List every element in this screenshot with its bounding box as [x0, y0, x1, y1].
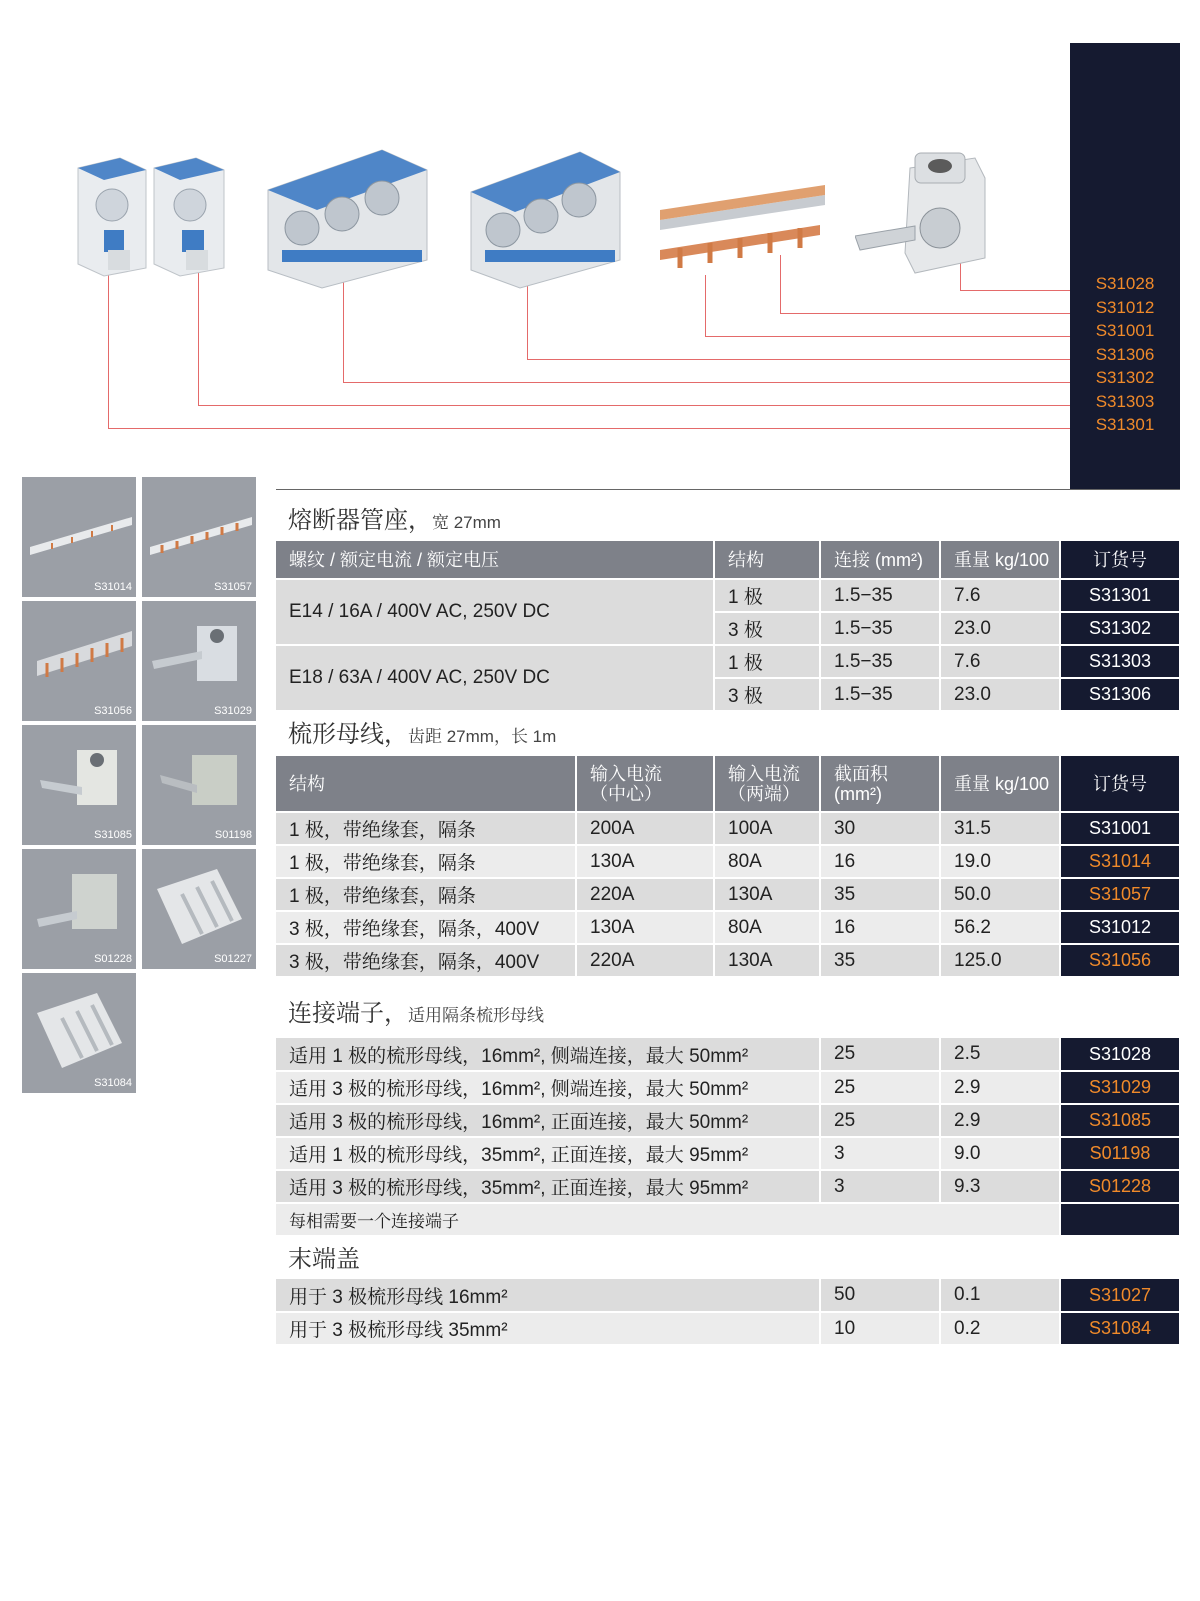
callout-code: S31303 [1095, 391, 1155, 411]
thumbnail-s31057 [142, 477, 256, 597]
current-cell: 25 [820, 1104, 940, 1137]
section-title-terminal: 连接端子，适用隔条梳形母线 [288, 1000, 544, 1027]
weight-cell: 125.0 [940, 944, 1060, 977]
thumbnail-s31084 [22, 973, 136, 1093]
weight-cell: 23.0 [940, 612, 1060, 645]
connection-cell: 1.5−35 [820, 645, 940, 678]
description-cell: 适用 3 极的梳形母线，16mm², 侧端连接，最大 50mm² [276, 1071, 820, 1104]
order-code: S31001 [1060, 812, 1180, 845]
weight-cell: 2.5 [940, 1038, 1060, 1071]
area-cell: 16 [820, 911, 940, 944]
current-ends-cell: 130A [714, 878, 820, 911]
order-code: S31029 [1060, 1071, 1180, 1104]
description-cell: 适用 1 极的梳形母线，35mm², 正面连接，最大 95mm² [276, 1137, 820, 1170]
current-center-cell: 130A [576, 911, 714, 944]
callout-code-list [1070, 272, 1180, 437]
col-header: 结构 [714, 541, 820, 579]
end-cap-icon [142, 849, 256, 969]
col-header: 订货号 [1060, 541, 1180, 579]
comb-busbar-icon [142, 477, 256, 597]
current-ends-cell: 80A [714, 911, 820, 944]
terminal-table [276, 1038, 1181, 1237]
structure-cell: 1 极，带绝缘套，隔条 [276, 845, 576, 878]
area-cell: 16 [820, 845, 940, 878]
weight-cell: 19.0 [940, 845, 1060, 878]
description-cell: 适用 3 极的梳形母线，35mm², 正面连接，最大 95mm² [276, 1170, 820, 1203]
order-code: S31085 [1060, 1104, 1180, 1137]
col-header: 订货号 [1060, 756, 1180, 812]
order-code: S31056 [1060, 944, 1180, 977]
quantity-cell: 10 [820, 1312, 940, 1345]
callout-code: S31028 [1095, 274, 1155, 293]
section-title-comb-busbar: 梳形母线，齿距 27mm，长 1m [288, 721, 557, 748]
terminal-icon [142, 725, 256, 845]
description-cell: 适用 3 极的梳形母线，16mm², 正面连接，最大 50mm² [276, 1104, 820, 1137]
current-ends-cell: 100A [714, 812, 820, 845]
fuse-holder-1pole-e18-image [146, 150, 230, 280]
structure-cell: 1 极 [714, 579, 820, 612]
thumbnail-code: S31085 [94, 829, 132, 841]
col-header: 螺纹 / 额定电流 / 额定电压 [276, 541, 714, 579]
order-code: S31306 [1060, 678, 1180, 711]
structure-cell: 3 极 [714, 612, 820, 645]
current-center-cell: 200A [576, 812, 714, 845]
order-code: S31028 [1060, 1038, 1180, 1071]
current-center-cell: 130A [576, 845, 714, 878]
description-cell: 用于 3 极梳形母线 16mm² [276, 1279, 820, 1312]
comb-busbar-table [276, 756, 1181, 978]
connection-cell: 1.5−35 [820, 579, 940, 612]
end-cap-icon [22, 973, 136, 1093]
structure-cell: 1 极，带绝缘套，隔条 [276, 878, 576, 911]
weight-cell: 7.6 [940, 579, 1060, 612]
current-center-cell: 220A [576, 944, 714, 977]
col-header: 重量 kg/100 [940, 756, 1060, 812]
thumbnail-s31085 [22, 725, 136, 845]
end-cap-table [276, 1279, 1181, 1346]
callout-code: S31012 [1095, 297, 1155, 317]
comb-busbar-icon [22, 601, 136, 721]
thumbnail-code: S01227 [214, 953, 252, 965]
thumbnail-s31029 [142, 601, 256, 721]
thumbnail-s01198 [142, 725, 256, 845]
spec-cell: E18 / 63A / 400V AC, 250V DC [276, 645, 714, 711]
thumbnail-code: S31014 [94, 581, 132, 593]
callout-code: S31302 [1095, 368, 1155, 387]
note-cell: 每相需要一个连接端子 [276, 1203, 1060, 1236]
order-code: S31303 [1060, 645, 1180, 678]
weight-cell: 0.2 [940, 1312, 1060, 1345]
col-header: 重量 kg/100 [940, 541, 1060, 579]
current-center-cell: 220A [576, 878, 714, 911]
order-code: S31012 [1060, 911, 1180, 944]
thumbnail-code: S31084 [94, 1077, 132, 1089]
weight-cell: 9.3 [940, 1170, 1060, 1203]
order-code-empty [1060, 1203, 1180, 1236]
description-cell: 用于 3 极梳形母线 35mm² [276, 1312, 820, 1345]
structure-cell: 1 极，带绝缘套，隔条 [276, 812, 576, 845]
thumbnail-s01227 [142, 849, 256, 969]
area-cell: 35 [820, 878, 940, 911]
current-ends-cell: 80A [714, 845, 820, 878]
connection-cell: 1.5−35 [820, 612, 940, 645]
order-code: S31302 [1060, 612, 1180, 645]
weight-cell: 9.0 [940, 1137, 1060, 1170]
area-cell: 35 [820, 944, 940, 977]
order-code: S31301 [1060, 579, 1180, 612]
weight-cell: 31.5 [940, 812, 1060, 845]
structure-cell: 3 极，带绝缘套，隔条，400V [276, 911, 576, 944]
thumbnail-s31056 [22, 601, 136, 721]
callout-code: S31301 [1095, 415, 1155, 434]
section-title-end-cap: 末端盖 [288, 1246, 360, 1273]
thumbnail-code: S31056 [94, 705, 132, 717]
fuse-holder-3pole-e18-image [465, 142, 625, 292]
section-title-fuse-holder: 熔断器管座，宽 27mm [288, 507, 501, 534]
weight-cell: 2.9 [940, 1104, 1060, 1137]
weight-cell: 2.9 [940, 1071, 1060, 1104]
quantity-cell: 50 [820, 1279, 940, 1312]
order-code: S31057 [1060, 878, 1180, 911]
col-header: 输入电流 （中心） [576, 756, 714, 812]
order-code: S31027 [1060, 1279, 1180, 1312]
weight-cell: 0.1 [940, 1279, 1060, 1312]
terminal-icon [142, 601, 256, 721]
connection-cell: 1.5−35 [820, 678, 940, 711]
connection-terminal-image [855, 148, 990, 288]
weight-cell: 7.6 [940, 645, 1060, 678]
comb-busbar-icon [22, 477, 136, 597]
fuse-holder-1pole-e14-image [70, 150, 150, 280]
thumbnail-code: S01228 [94, 953, 132, 965]
order-code: S31084 [1060, 1312, 1180, 1345]
order-code: S01228 [1060, 1170, 1180, 1203]
current-cell: 3 [820, 1170, 940, 1203]
col-header: 连接 (mm²) [820, 541, 940, 579]
current-ends-cell: 130A [714, 944, 820, 977]
thumbnail-code: S31029 [214, 705, 252, 717]
thumbnail-code: S01198 [214, 829, 252, 841]
area-cell: 30 [820, 812, 940, 845]
current-cell: 25 [820, 1071, 940, 1104]
description-cell: 适用 1 极的梳形母线，16mm², 侧端连接，最大 50mm² [276, 1038, 820, 1071]
current-cell: 25 [820, 1038, 940, 1071]
current-cell: 3 [820, 1137, 940, 1170]
col-header: 输入电流 （两端） [714, 756, 820, 812]
col-header: 结构 [276, 756, 576, 812]
weight-cell: 56.2 [940, 911, 1060, 944]
structure-cell: 3 极 [714, 678, 820, 711]
thumbnail-code: S31057 [214, 581, 252, 593]
callout-code: S31306 [1095, 344, 1155, 364]
col-header: 截面积 (mm²) [820, 756, 940, 812]
comb-busbar-image [660, 180, 830, 280]
terminal-icon [22, 849, 136, 969]
callout-code: S31001 [1095, 321, 1155, 340]
thumbnail-s01228 [22, 849, 136, 969]
spec-cell: E14 / 16A / 400V AC, 250V DC [276, 579, 714, 645]
weight-cell: 50.0 [940, 878, 1060, 911]
order-code: S01198 [1060, 1137, 1180, 1170]
fuse-holder-3pole-e14-image [262, 140, 432, 290]
fuse-holder-table [276, 541, 1181, 712]
structure-cell: 1 极 [714, 645, 820, 678]
structure-cell: 3 极，带绝缘套，隔条，400V [276, 944, 576, 977]
thumbnail-s31014 [22, 477, 136, 597]
section-divider [276, 489, 1180, 490]
terminal-icon [22, 725, 136, 845]
weight-cell: 23.0 [940, 678, 1060, 711]
order-code: S31014 [1060, 845, 1180, 878]
